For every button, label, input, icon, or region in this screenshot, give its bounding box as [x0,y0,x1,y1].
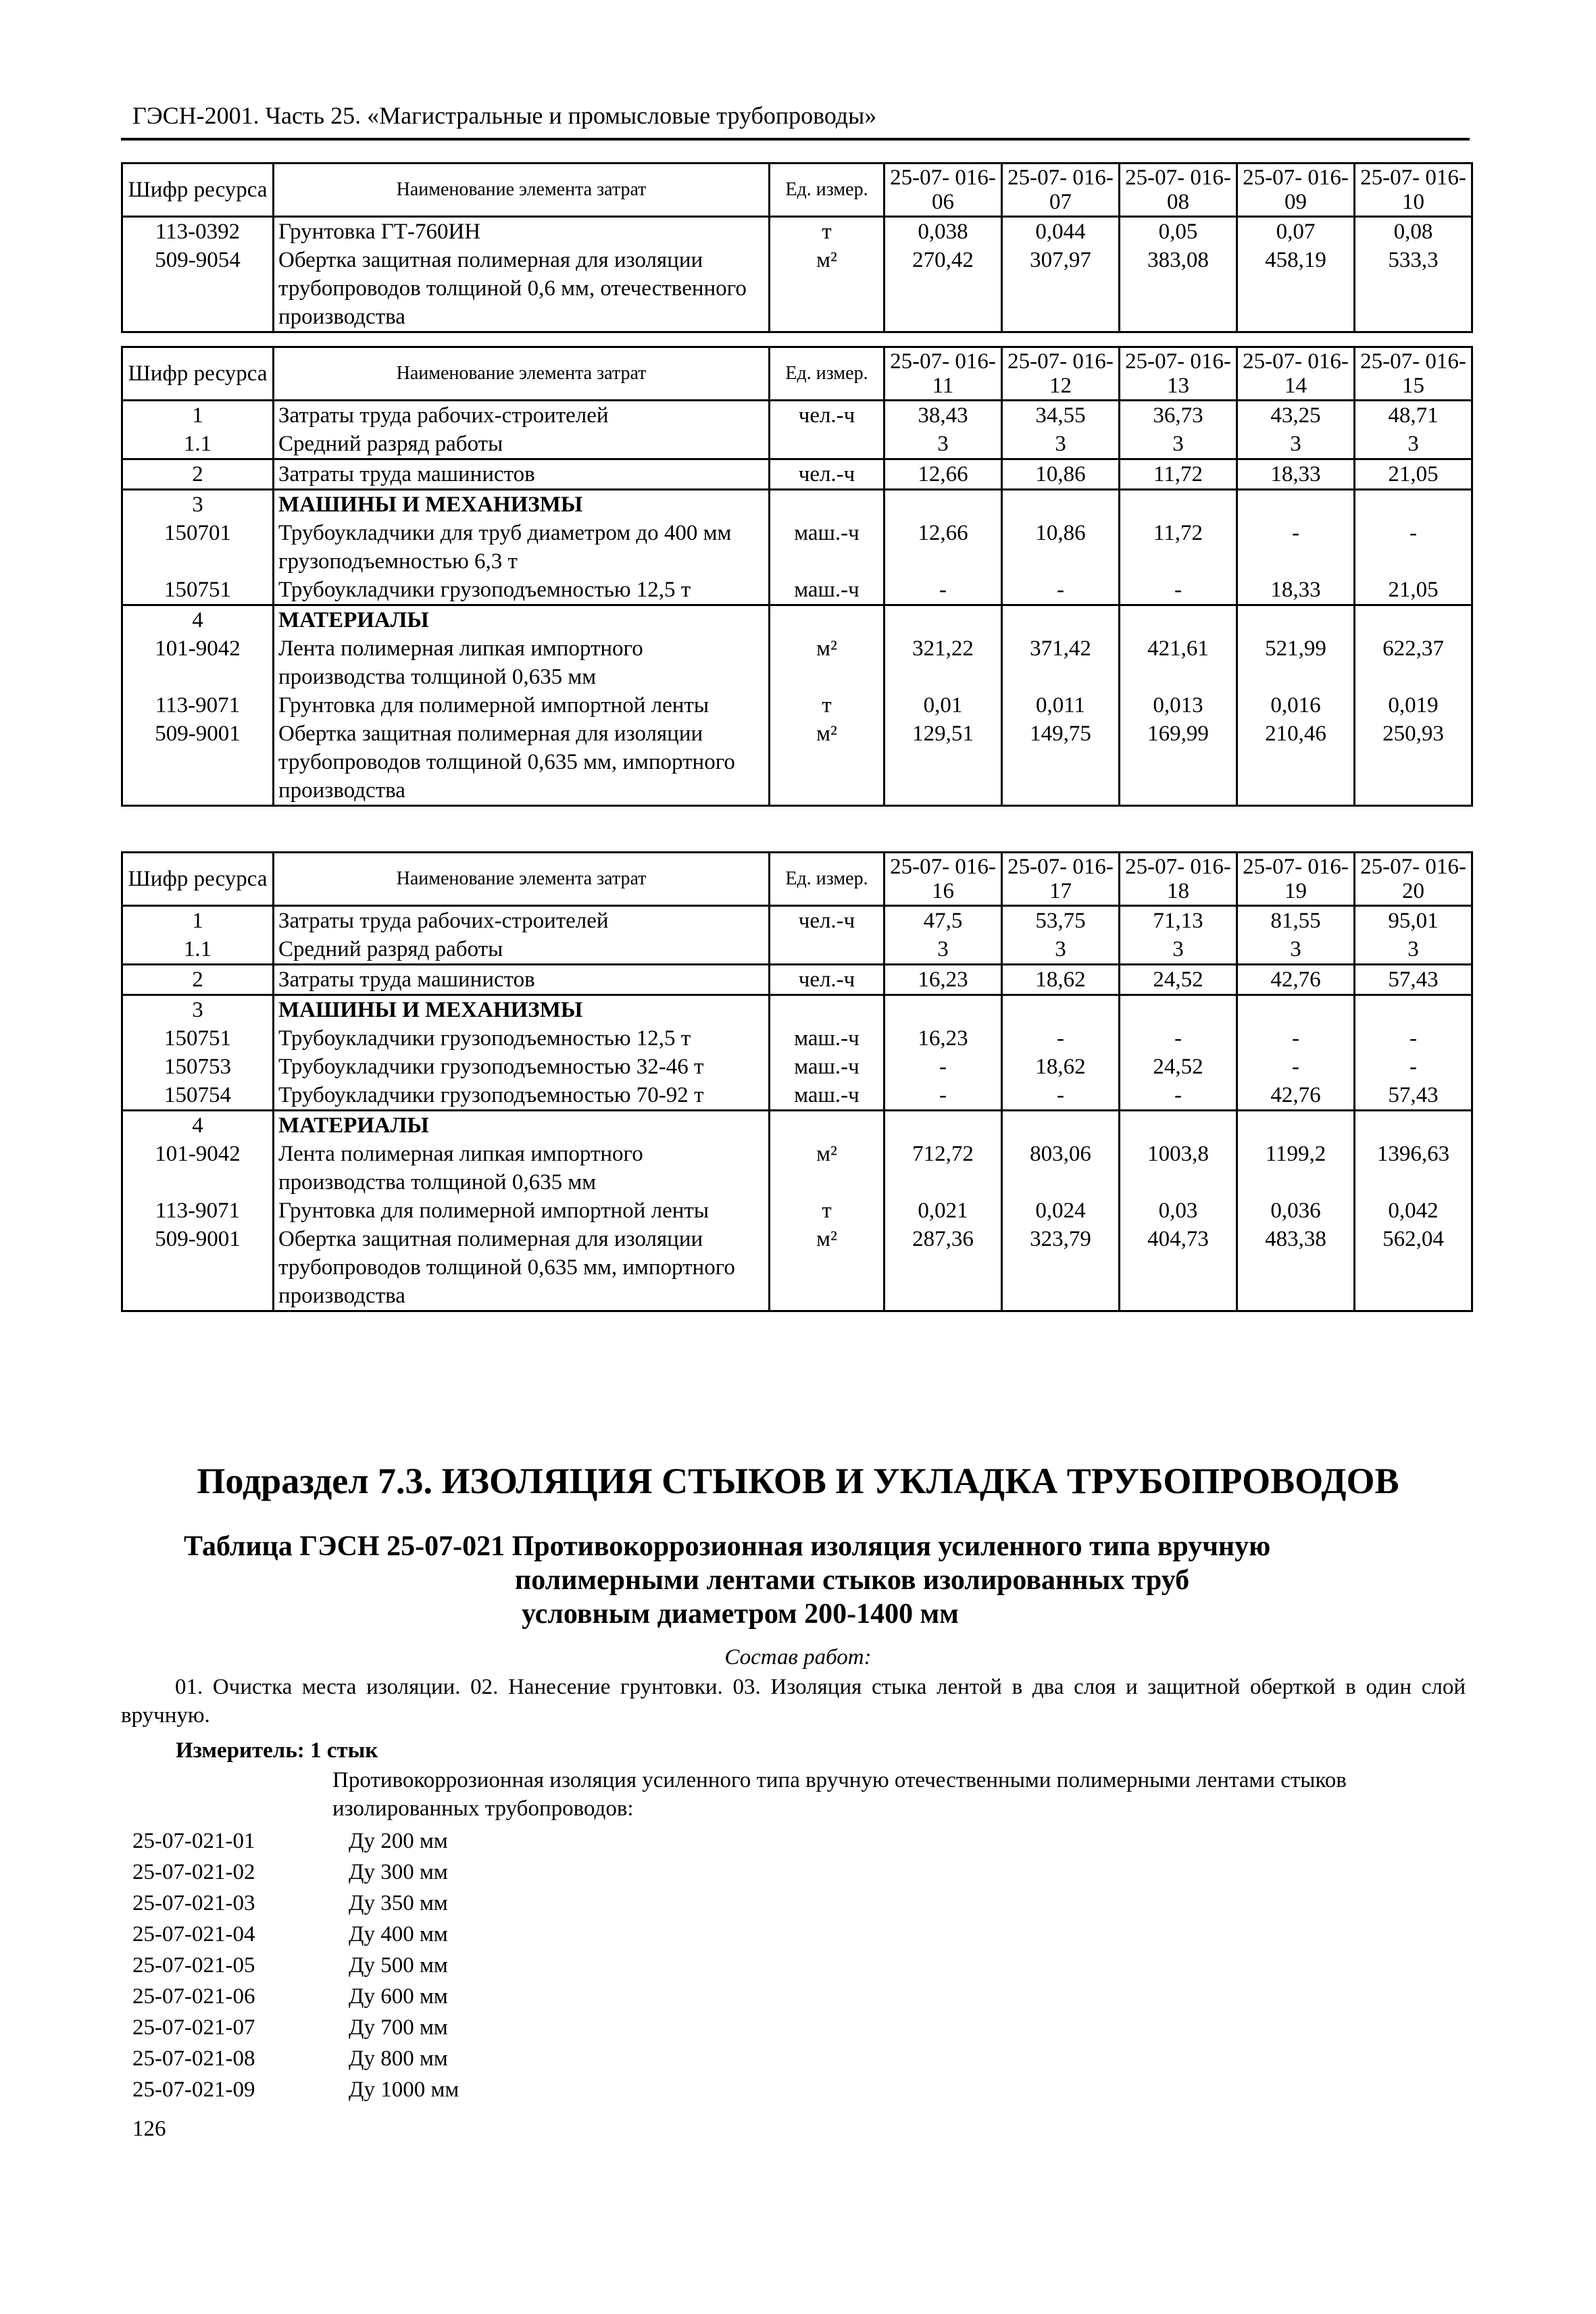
unit: маш.-ч [770,576,884,605]
table-header [122,853,1472,906]
row-group [122,459,1472,490]
value-cell: 18,62 [1002,965,1120,995]
resource-code: 509-9001 [122,720,274,806]
table-row [122,490,1472,520]
row-group [122,965,1472,995]
value-cell: 0,024 [1002,1197,1120,1225]
row-group [122,906,1472,965]
value-cell: - [884,576,1002,605]
norm-item-code: 25-07-021-03 [132,1891,255,1915]
value-cell: 57,43 [1355,965,1472,995]
subsection-title: Подраздел 7.3. ИЗОЛЯЦИЯ СТЫКОВ И УКЛАДКА ТРУБОПРОВОДОВ [197,1461,1399,1501]
row-group [122,217,1472,332]
value-cell: 0,021 [884,1197,1002,1225]
resource-code: 113-0392 [122,217,274,247]
value-cell: 404,73 [1120,1225,1237,1311]
header-norm-code: 25-07- 016-17 [1002,853,1120,906]
resource-code: 150701 [122,519,274,576]
resource-code: 150753 [122,1053,274,1081]
norm-item [132,1951,459,1982]
value-cell: 483,38 [1237,1225,1355,1311]
value-cell: 0,038 [884,217,1002,247]
resource-code: 4 [122,605,274,635]
cost-element-name: Грунтовка ГТ-760ИН [274,217,770,247]
table-row [122,401,1472,430]
value-cell: 287,36 [884,1225,1002,1311]
cost-element-name: Средний разряд работы [274,430,770,459]
value-cell: - [1355,1053,1472,1081]
unit: чел.-ч [770,401,884,430]
header-norm-code: 25-07- 016-09 [1237,164,1355,217]
resource-code: 101-9042 [122,634,274,691]
value-cell [1237,1111,1355,1140]
value-cell: 48,71 [1355,401,1472,430]
header-norm-code: 25-07- 016-15 [1355,347,1472,401]
resource-code: 509-9001 [122,1225,274,1311]
value-cell [1355,490,1472,520]
unit [770,605,884,635]
unit: т [770,217,884,247]
header-norm-code: 25-07- 016-11 [884,347,1002,401]
cost-element-name: Трубоукладчики грузоподъемностью 12,5 т [274,1024,770,1053]
unit: маш.-ч [770,1081,884,1111]
value-cell: 562,04 [1355,1225,1472,1311]
value-cell: 0,042 [1355,1197,1472,1225]
table-row [122,906,1472,936]
value-cell [884,1111,1002,1140]
value-cell: 81,55 [1237,906,1355,936]
cost-element-name: МАТЕРИАЛЫ [274,1111,770,1140]
value-cell [1120,1111,1237,1140]
norm-item-code: 25-07-021-04 [132,1922,255,1946]
value-cell: 10,86 [1002,519,1120,576]
value-cell: 12,66 [884,459,1002,490]
value-cell: 533,3 [1355,246,1472,332]
value-cell [1355,995,1472,1025]
resource-code: 2 [122,965,274,995]
value-cell [1002,605,1120,635]
norm-item-label: Ду 700 мм [349,2015,448,2040]
norm-item-label: Ду 600 мм [349,1984,448,2009]
value-cell: 34,55 [1002,401,1120,430]
cost-element-name: Обертка защитная полимерная для изоляции трубопроводов толщиной 0,635 мм, импортного производства [274,1225,770,1311]
value-cell: 321,22 [884,634,1002,691]
value-cell: 3 [1120,935,1237,965]
value-cell: 323,79 [1002,1225,1120,1311]
table-header [122,164,1472,217]
cost-element-name: МАТЕРИАЛЫ [274,605,770,635]
value-cell: 95,01 [1355,906,1472,936]
value-cell: 3 [1002,935,1120,965]
header-norm-code: 25-07- 016-20 [1355,853,1472,906]
value-cell: 18,62 [1002,1053,1120,1081]
value-cell: - [1120,1024,1237,1053]
value-cell: 0,01 [884,691,1002,720]
norm-item [132,1982,459,2013]
value-cell [1237,605,1355,635]
norm-item [132,1827,459,1858]
unit: маш.-ч [770,1024,884,1053]
value-cell [884,490,1002,520]
table-row [122,1225,1472,1311]
value-cell: - [1237,1053,1355,1081]
cost-element-name: Затраты труда машинистов [274,459,770,490]
norm-item-code: 25-07-021-02 [132,1860,255,1884]
norm-item-label: Ду 400 мм [349,1922,448,1946]
norm-item [132,1858,459,1889]
resource-code: 3 [122,995,274,1025]
header-row [122,347,1472,401]
resource-code: 509-9054 [122,246,274,332]
resource-code: 113-9071 [122,1197,274,1225]
cost-element-name: Обертка защитная полимерная для изоляции трубопроводов толщиной 0,635 мм, импортного производства [274,720,770,806]
value-cell: - [1002,1081,1120,1111]
norm-item-code: 25-07-021-01 [132,1829,255,1853]
norm-item-label: Ду 300 мм [349,1860,448,1884]
value-cell [1002,995,1120,1025]
header-name: Наименование элемента затрат [274,853,770,906]
resource-code: 101-9042 [122,1140,274,1197]
table-row [122,1140,1472,1197]
value-cell: - [1237,519,1355,576]
table-title-line: полимерными лентами стыков изолированных труб [515,1565,1190,1596]
value-cell: - [1002,576,1120,605]
table-title-line: Таблица ГЭСН 25-07-021 Противокоррозионная изоляция усиленного типа вручную [184,1531,1271,1562]
table-row [122,430,1472,459]
resource-code: 3 [122,490,274,520]
norm-item-label: Ду 1000 мм [349,2078,459,2102]
table-row [122,519,1472,576]
value-cell: 12,66 [884,519,1002,576]
table-row [122,1111,1472,1140]
norm-item-label: Ду 800 мм [349,2046,448,2071]
norm-item-code: 25-07-021-06 [132,1984,255,2009]
norm-item [132,2076,459,2107]
unit: чел.-ч [770,459,884,490]
unit [770,430,884,459]
value-cell: 71,13 [1120,906,1237,936]
header-unit: Ед. измер. [770,164,884,217]
value-cell: 0,013 [1120,691,1237,720]
table-row [122,1053,1472,1081]
value-cell: 3 [1002,430,1120,459]
resource-code: 1.1 [122,935,274,965]
norm-item-code: 25-07-021-07 [132,2015,255,2040]
value-cell: 270,42 [884,246,1002,332]
cost-element-name: Средний разряд работы [274,935,770,965]
header-norm-code: 25-07- 016-14 [1237,347,1355,401]
norm-item [132,1889,459,1920]
unit [770,995,884,1025]
header-norm-code: 25-07- 016-12 [1002,347,1120,401]
unit: м² [770,720,884,806]
header-row [122,853,1472,906]
table-row [122,576,1472,605]
page-number: 126 [132,2117,166,2141]
norm-table-2 [121,346,1473,807]
cost-element-name: МАШИНЫ И МЕХАНИЗМЫ [274,995,770,1025]
norm-item [132,1920,459,1951]
header-name: Наименование элемента затрат [274,164,770,217]
value-cell: 42,76 [1237,965,1355,995]
unit: м² [770,246,884,332]
row-group [122,401,1472,459]
value-cell: - [884,1081,1002,1111]
value-cell: 0,044 [1002,217,1120,247]
header-row [122,164,1472,217]
cost-element-name: Грунтовка для полимерной импортной ленты [274,1197,770,1225]
resource-code: 4 [122,1111,274,1140]
table-row [122,459,1472,490]
table-row [122,720,1472,806]
unit [770,935,884,965]
work-composition-text: 01. Очистка места изоляции. 02. Нанесение грунтовки. 03. Изоляция стыка лентой в два слоя и защитной оберткой в один слой вручную. [121,1675,1466,1728]
table-row [122,965,1472,995]
resource-code: 1 [122,906,274,936]
unit: чел.-ч [770,965,884,995]
resource-code: 150751 [122,1024,274,1053]
value-cell [1237,490,1355,520]
row-group [122,1111,1472,1311]
header-unit: Ед. измер. [770,853,884,906]
value-cell [1002,1111,1120,1140]
value-cell: 1003,8 [1120,1140,1237,1197]
value-cell [884,995,1002,1025]
value-cell: 0,016 [1237,691,1355,720]
row-group [122,605,1472,806]
value-cell: 16,23 [884,965,1002,995]
header-code: Шифр ресурса [122,164,274,217]
norm-item-label: Ду 200 мм [349,1829,448,1853]
cost-element-name: Лента полимерная липкая импортного производства толщиной 0,635 мм [274,1140,770,1197]
cost-element-name: МАШИНЫ И МЕХАНИЗМЫ [274,490,770,520]
value-cell: 38,43 [884,401,1002,430]
value-cell: 3 [884,430,1002,459]
work-composition-label: Состав работ: [724,1645,872,1669]
header-norm-code: 25-07- 016-13 [1120,347,1237,401]
value-cell: 0,036 [1237,1197,1355,1225]
header-unit: Ед. измер. [770,347,884,401]
table-row [122,1197,1472,1225]
table-header [122,347,1472,401]
norm-table-1 [121,162,1473,333]
header-rule [121,138,1470,141]
unit: маш.-ч [770,1053,884,1081]
header-norm-code: 25-07- 016-06 [884,164,1002,217]
norm-item-label: Ду 500 мм [349,1953,448,1978]
header-norm-code: 25-07- 016-19 [1237,853,1355,906]
resource-code: 150754 [122,1081,274,1111]
cost-element-name: Затраты труда рабочих-строителей [274,906,770,936]
running-head: ГЭСН-2001. Часть 25. «Магистральные и промысловые трубопроводы» [132,102,877,129]
value-cell: 18,33 [1237,576,1355,605]
unit [770,1111,884,1140]
cost-element-name: Грунтовка для полимерной импортной ленты [274,691,770,720]
norm-item-code: 25-07-021-08 [132,2046,255,2071]
cost-element-name: Затраты труда машинистов [274,965,770,995]
unit: чел.-ч [770,906,884,936]
value-cell: - [1355,519,1472,576]
table-row [122,691,1472,720]
value-cell: 11,72 [1120,519,1237,576]
header-name: Наименование элемента затрат [274,347,770,401]
value-cell: 36,73 [1120,401,1237,430]
value-cell [884,605,1002,635]
value-cell: 47,5 [884,906,1002,936]
cost-element-name: Трубоукладчики грузоподъемностью 12,5 т [274,576,770,605]
unit [770,490,884,520]
value-cell [1120,605,1237,635]
value-cell: 250,93 [1355,720,1472,806]
cost-element-name: Обертка защитная полимерная для изоляции трубопроводов толщиной 0,6 мм, отечественного производства [274,246,770,332]
table-title-line: условным диаметром 200-1400 мм [522,1599,959,1630]
value-cell: - [884,1053,1002,1081]
row-group [122,490,1472,605]
norm-item-code: 25-07-021-05 [132,1953,255,1978]
value-cell: 0,07 [1237,217,1355,247]
items-intro: Противокоррозионная изоляция усиленного типа вручную отечественными полимерными лентами стыков изолированных трубопроводов: [332,1768,1347,1821]
value-cell: 57,43 [1355,1081,1472,1111]
header-norm-code: 25-07- 016-08 [1120,164,1237,217]
value-cell: 0,05 [1120,217,1237,247]
resource-code: 113-9071 [122,691,274,720]
row-group [122,995,1472,1111]
resource-code: 1 [122,401,274,430]
value-cell: 1396,63 [1355,1140,1472,1197]
unit: маш.-ч [770,519,884,576]
resource-code: 2 [122,459,274,490]
value-cell [1120,490,1237,520]
value-cell: - [1237,1024,1355,1053]
value-cell: 21,05 [1355,576,1472,605]
norm-table-3 [121,851,1473,1312]
table-row [122,217,1472,247]
cost-element-name: Затраты труда рабочих-строителей [274,401,770,430]
value-cell: - [1120,1081,1237,1111]
value-cell: 210,46 [1237,720,1355,806]
norm-item [132,2044,459,2076]
value-cell: 0,03 [1120,1197,1237,1225]
value-cell: 3 [1237,935,1355,965]
measure-unit: Измеритель: 1 стык [176,1738,378,1763]
table-row [122,1081,1472,1111]
value-cell: 383,08 [1120,246,1237,332]
cost-element-name: Трубоукладчики грузоподъемностью 32-46 т [274,1053,770,1081]
table-title [184,1530,1270,1631]
value-cell: 149,75 [1002,720,1120,806]
cost-element-name: Трубоукладчики для труб диаметром до 400 мм грузоподъемностью 6,3 т [274,519,770,576]
value-cell: - [1355,1024,1472,1053]
norm-item [132,2013,459,2044]
value-cell: 0,011 [1002,691,1120,720]
value-cell: 307,97 [1002,246,1120,332]
header-code: Шифр ресурса [122,347,274,401]
header-norm-code: 25-07- 016-10 [1355,164,1472,217]
value-cell: 43,25 [1237,401,1355,430]
norm-items-list [132,1827,459,2107]
cost-element-name: Лента полимерная липкая импортного производства толщиной 0,635 мм [274,634,770,691]
value-cell: 24,52 [1120,1053,1237,1081]
table-row [122,935,1472,965]
value-cell: 803,06 [1002,1140,1120,1197]
value-cell [1355,1111,1472,1140]
value-cell: 11,72 [1120,459,1237,490]
value-cell: 622,37 [1355,634,1472,691]
value-cell: 169,99 [1120,720,1237,806]
value-cell: - [1120,576,1237,605]
unit: м² [770,1225,884,1311]
header-norm-code: 25-07- 016-18 [1120,853,1237,906]
header-norm-code: 25-07- 016-16 [884,853,1002,906]
value-cell: 18,33 [1237,459,1355,490]
norm-item-label: Ду 350 мм [349,1891,448,1915]
unit: т [770,691,884,720]
unit: т [770,1197,884,1225]
value-cell: 16,23 [884,1024,1002,1053]
value-cell: 21,05 [1355,459,1472,490]
value-cell [1120,995,1237,1025]
header-norm-code: 25-07- 016-07 [1002,164,1120,217]
value-cell: 42,76 [1237,1081,1355,1111]
value-cell: 3 [1355,935,1472,965]
resource-code: 150751 [122,576,274,605]
table-row [122,246,1472,332]
value-cell: 3 [1237,430,1355,459]
value-cell: 0,08 [1355,217,1472,247]
value-cell: 371,42 [1002,634,1120,691]
value-cell [1237,995,1355,1025]
unit: м² [770,1140,884,1197]
value-cell: 3 [1355,430,1472,459]
table-row [122,995,1472,1025]
value-cell: 129,51 [884,720,1002,806]
header-code: Шифр ресурса [122,853,274,906]
norm-item-code: 25-07-021-09 [132,2078,255,2102]
value-cell: 3 [1120,430,1237,459]
value-cell: - [1002,1024,1120,1053]
value-cell: 10,86 [1002,459,1120,490]
value-cell: 0,019 [1355,691,1472,720]
value-cell: 3 [884,935,1002,965]
value-cell: 521,99 [1237,634,1355,691]
table-row [122,634,1472,691]
value-cell: 53,75 [1002,906,1120,936]
value-cell [1002,490,1120,520]
value-cell: 458,19 [1237,246,1355,332]
value-cell: 24,52 [1120,965,1237,995]
unit: м² [770,634,884,691]
value-cell: 1199,2 [1237,1140,1355,1197]
table-row [122,605,1472,635]
value-cell: 712,72 [884,1140,1002,1197]
cost-element-name: Трубоукладчики грузоподъемностью 70-92 т [274,1081,770,1111]
value-cell: 421,61 [1120,634,1237,691]
value-cell [1355,605,1472,635]
table-row [122,1024,1472,1053]
resource-code: 1.1 [122,430,274,459]
